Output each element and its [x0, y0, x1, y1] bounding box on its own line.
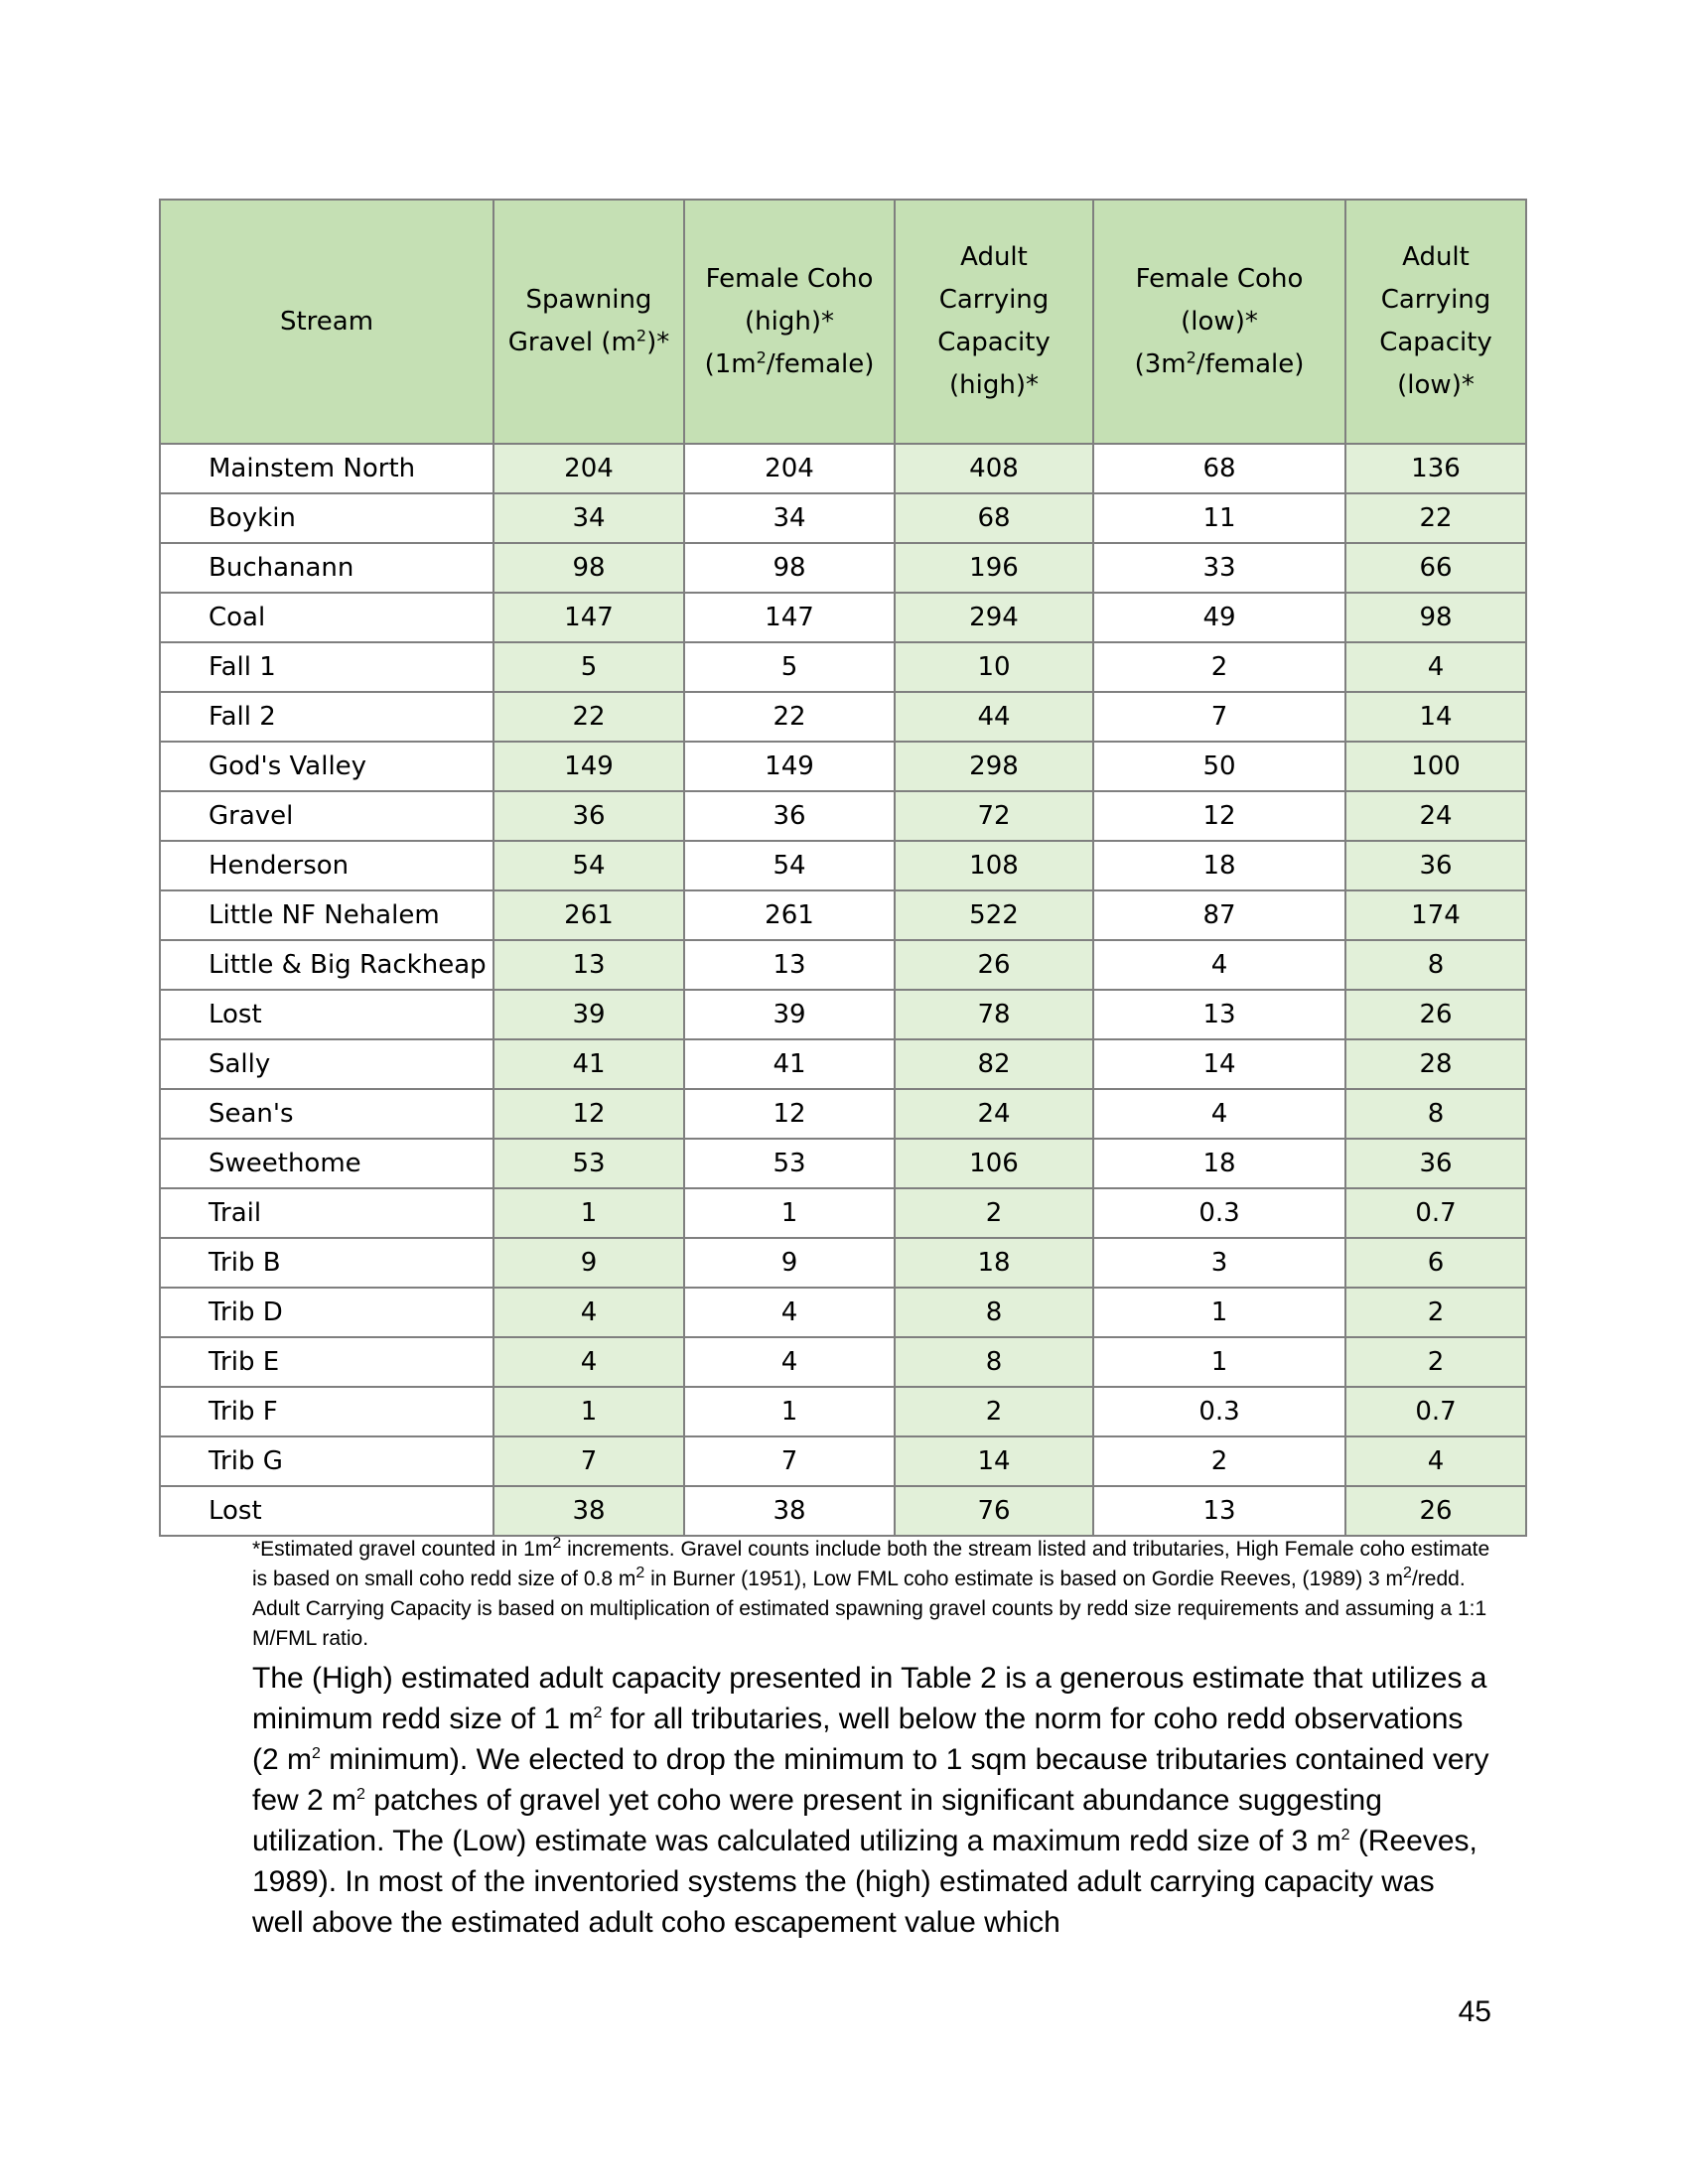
adult-capacity-low-cell: 4: [1345, 1436, 1526, 1486]
adult-capacity-low-cell: 22: [1345, 493, 1526, 543]
table-row: [160, 1089, 1526, 1139]
female-coho-low-cell: 2: [1093, 642, 1345, 692]
adult-capacity-low-cell: 2: [1345, 1337, 1526, 1387]
female-coho-low-cell: 50: [1093, 742, 1345, 791]
table-row: [160, 642, 1526, 692]
adult-capacity-high-cell: 10: [895, 642, 1093, 692]
female-coho-low-cell: 7: [1093, 692, 1345, 742]
female-coho-high-cell: 261: [684, 890, 895, 940]
header-row: [160, 200, 1526, 444]
adult-capacity-high-cell: 2: [895, 1387, 1093, 1436]
table-row: [160, 444, 1526, 493]
table-body: [160, 444, 1526, 1536]
adult-capacity-high-cell: 26: [895, 940, 1093, 990]
female-coho-low-cell: 2: [1093, 1436, 1345, 1486]
spawning-gravel-cell: 4: [493, 1288, 684, 1337]
adult-capacity-high-cell: 76: [895, 1486, 1093, 1536]
adult-capacity-low-cell: 2: [1345, 1288, 1526, 1337]
adult-capacity-high-cell: 108: [895, 841, 1093, 890]
spawning-gravel-cell: 4: [493, 1337, 684, 1387]
table-row: [160, 1486, 1526, 1536]
table-row: [160, 593, 1526, 642]
adult-capacity-low-cell: 174: [1345, 890, 1526, 940]
adult-capacity-high-cell: 2: [895, 1188, 1093, 1238]
adult-capacity-high-cell: 44: [895, 692, 1093, 742]
adult-capacity-high-cell: 82: [895, 1039, 1093, 1089]
spawning-gravel-cell: 5: [493, 642, 684, 692]
stream-name-cell: God's Valley: [160, 742, 493, 791]
spawning-gravel-cell: 7: [493, 1436, 684, 1486]
adult-capacity-high-cell: 78: [895, 990, 1093, 1039]
female-coho-high-cell: 9: [684, 1238, 895, 1288]
adult-capacity-high-cell: 24: [895, 1089, 1093, 1139]
female-coho-high-cell: 39: [684, 990, 895, 1039]
spawning-gravel-cell: 34: [493, 493, 684, 543]
female-coho-low-cell: 13: [1093, 990, 1345, 1039]
table-row: [160, 692, 1526, 742]
stream-name-cell: Sally: [160, 1039, 493, 1089]
table-row: [160, 1288, 1526, 1337]
female-coho-low-cell: 68: [1093, 444, 1345, 493]
stream-name-cell: Boykin: [160, 493, 493, 543]
stream-name-cell: Gravel: [160, 791, 493, 841]
stream-name-cell: Trib B: [160, 1238, 493, 1288]
spawning-gravel-cell: 38: [493, 1486, 684, 1536]
stream-name-cell: Trib G: [160, 1436, 493, 1486]
header-female-coho-high: Female Coho (high)* $(1m^2/female)$: [684, 200, 895, 444]
adult-capacity-low-cell: 98: [1345, 593, 1526, 642]
female-coho-high-cell: 147: [684, 593, 895, 642]
adult-capacity-low-cell: 0.7: [1345, 1387, 1526, 1436]
female-coho-high-cell: 98: [684, 543, 895, 593]
spawning-gravel-cell: 22: [493, 692, 684, 742]
adult-capacity-high-cell: 408: [895, 444, 1093, 493]
adult-capacity-high-cell: 18: [895, 1238, 1093, 1288]
adult-capacity-low-cell: 4: [1345, 642, 1526, 692]
female-coho-low-cell: 18: [1093, 841, 1345, 890]
adult-capacity-high-cell: 522: [895, 890, 1093, 940]
female-coho-high-cell: 1: [684, 1387, 895, 1436]
table-row: [160, 1337, 1526, 1387]
table-row: [160, 1188, 1526, 1238]
female-coho-low-cell: 14: [1093, 1039, 1345, 1089]
adult-capacity-low-cell: 24: [1345, 791, 1526, 841]
female-coho-high-cell: 41: [684, 1039, 895, 1089]
table-row: [160, 1436, 1526, 1486]
stream-name-cell: Sean's: [160, 1089, 493, 1139]
adult-capacity-low-cell: 36: [1345, 841, 1526, 890]
female-coho-high-cell: 12: [684, 1089, 895, 1139]
adult-capacity-low-cell: 8: [1345, 1089, 1526, 1139]
female-coho-low-cell: 0.3: [1093, 1387, 1345, 1436]
spawning-gravel-cell: 53: [493, 1139, 684, 1188]
adult-capacity-high-cell: 298: [895, 742, 1093, 791]
stream-name-cell: Trib E: [160, 1337, 493, 1387]
spawning-gravel-cell: 98: [493, 543, 684, 593]
table-row: [160, 940, 1526, 990]
spawning-gravel-cell: 1: [493, 1188, 684, 1238]
stream-name-cell: Coal: [160, 593, 493, 642]
female-coho-low-cell: 49: [1093, 593, 1345, 642]
adult-capacity-low-cell: 136: [1345, 444, 1526, 493]
female-coho-low-cell: 12: [1093, 791, 1345, 841]
spawning-gravel-cell: 39: [493, 990, 684, 1039]
female-coho-high-cell: 204: [684, 444, 895, 493]
adult-capacity-low-cell: 8: [1345, 940, 1526, 990]
female-coho-high-cell: 4: [684, 1288, 895, 1337]
female-coho-high-cell: 1: [684, 1188, 895, 1238]
adult-capacity-low-cell: 36: [1345, 1139, 1526, 1188]
stream-name-cell: Trib D: [160, 1288, 493, 1337]
spawning-gravel-cell: 9: [493, 1238, 684, 1288]
female-coho-low-cell: 3: [1093, 1238, 1345, 1288]
spawning-gravel-cell: 41: [493, 1039, 684, 1089]
female-coho-high-cell: 4: [684, 1337, 895, 1387]
header-adult-capacity-high: Adult Carrying Capacity (high)*: [895, 200, 1093, 444]
adult-capacity-high-cell: 72: [895, 791, 1093, 841]
header-adult-capacity-low: Adult Carrying Capacity (low)*: [1345, 200, 1526, 444]
table-footnote: *Estimated gravel counted in $1m^2$ increments. Gravel counts include both the stream listed and tributaries, High Female coho estimate is based on small coho redd size of 0.8 $m^2$ in Burner (1951), Low FML coho estimate is based on Gordie Reeves, (1989) 3 $m^2$/redd. Adult Carrying Capacity is based on multiplication of estimated spawning gravel counts by redd size requirements and assuming a 1:1 M/FML ratio.: [252, 1535, 1490, 1650]
adult-capacity-low-cell: 14: [1345, 692, 1526, 742]
table-row: [160, 493, 1526, 543]
adult-capacity-low-cell: 66: [1345, 543, 1526, 593]
page-number: 45: [1458, 1995, 1491, 2028]
adult-capacity-low-cell: 6: [1345, 1238, 1526, 1288]
header-spawning-gravel: Spawning Gravel $(m^2)*$: [493, 200, 684, 444]
female-coho-low-cell: 33: [1093, 543, 1345, 593]
adult-capacity-low-cell: 100: [1345, 742, 1526, 791]
table-row: [160, 841, 1526, 890]
adult-capacity-low-cell: 0.7: [1345, 1188, 1526, 1238]
female-coho-low-cell: 11: [1093, 493, 1345, 543]
table-row: [160, 543, 1526, 593]
stream-name-cell: Trib F: [160, 1387, 493, 1436]
table-row: [160, 742, 1526, 791]
female-coho-high-cell: 53: [684, 1139, 895, 1188]
header-stream: Stream: [160, 200, 493, 444]
spawning-gravel-cell: 12: [493, 1089, 684, 1139]
stream-name-cell: Little & Big Rackheap: [160, 940, 493, 990]
table-row: [160, 890, 1526, 940]
female-coho-low-cell: 18: [1093, 1139, 1345, 1188]
adult-capacity-low-cell: 28: [1345, 1039, 1526, 1089]
stream-name-cell: Buchanann: [160, 543, 493, 593]
stream-name-cell: Fall 1: [160, 642, 493, 692]
female-coho-high-cell: 7: [684, 1436, 895, 1486]
female-coho-high-cell: 13: [684, 940, 895, 990]
table-row: [160, 990, 1526, 1039]
adult-capacity-high-cell: 8: [895, 1337, 1093, 1387]
female-coho-low-cell: 0.3: [1093, 1188, 1345, 1238]
stream-name-cell: Little NF Nehalem: [160, 890, 493, 940]
stream-name-cell: Sweethome: [160, 1139, 493, 1188]
adult-capacity-high-cell: 294: [895, 593, 1093, 642]
stream-name-cell: Lost: [160, 990, 493, 1039]
stream-name-cell: Fall 2: [160, 692, 493, 742]
table-row: [160, 1039, 1526, 1089]
table-row: [160, 1387, 1526, 1436]
stream-name-cell: Lost: [160, 1486, 493, 1536]
stream-name-cell: Henderson: [160, 841, 493, 890]
female-coho-low-cell: 87: [1093, 890, 1345, 940]
female-coho-high-cell: 36: [684, 791, 895, 841]
female-coho-low-cell: 13: [1093, 1486, 1345, 1536]
spawning-gravel-cell: 13: [493, 940, 684, 990]
female-coho-low-cell: 4: [1093, 1089, 1345, 1139]
adult-capacity-high-cell: 196: [895, 543, 1093, 593]
adult-capacity-high-cell: 106: [895, 1139, 1093, 1188]
female-coho-low-cell: 1: [1093, 1337, 1345, 1387]
adult-capacity-low-cell: 26: [1345, 1486, 1526, 1536]
spawning-gravel-cell: 36: [493, 791, 684, 841]
body-paragraph: The (High) estimated adult capacity presented in Table 2 is a generous estimate that utilizes a minimum redd size of 1 $m^2$ for all tributaries, well below the norm for coho redd observations (2 $m^2$ minimum). We elected to drop the minimum to 1 sqm because tributaries contained very few 2 $m^2$ patches of gravel yet coho were present in significant abundance suggesting utilization. The (Low) estimate was calculated utilizing a maximum redd size of 3 $m^2$ (Reeves, 1989). In most of the inventoried systems the (high) estimated adult carrying capacity was well above the estimated adult coho escapement value which: [252, 1662, 1489, 1939]
female-coho-low-cell: 4: [1093, 940, 1345, 990]
adult-capacity-high-cell: 14: [895, 1436, 1093, 1486]
spawning-gravel-cell: 204: [493, 444, 684, 493]
spawning-gravel-cell: 147: [493, 593, 684, 642]
female-coho-high-cell: 34: [684, 493, 895, 543]
stream-name-cell: Mainstem North: [160, 444, 493, 493]
adult-capacity-high-cell: 8: [895, 1288, 1093, 1337]
female-coho-high-cell: 38: [684, 1486, 895, 1536]
female-coho-high-cell: 149: [684, 742, 895, 791]
spawning-gravel-cell: 1: [493, 1387, 684, 1436]
adult-capacity-high-cell: 68: [895, 493, 1093, 543]
spawning-gravel-cell: 54: [493, 841, 684, 890]
female-coho-high-cell: 5: [684, 642, 895, 692]
table-row: [160, 1139, 1526, 1188]
spawning-gravel-cell: 261: [493, 890, 684, 940]
stream-name-cell: Trail: [160, 1188, 493, 1238]
female-coho-high-cell: 54: [684, 841, 895, 890]
female-coho-low-cell: 1: [1093, 1288, 1345, 1337]
female-coho-high-cell: 22: [684, 692, 895, 742]
header-female-coho-low: Female Coho (low)* $(3m^2/female)$: [1093, 200, 1345, 444]
table-row: [160, 791, 1526, 841]
table-row: [160, 1238, 1526, 1288]
adult-capacity-low-cell: 26: [1345, 990, 1526, 1039]
spawning-gravel-cell: 149: [493, 742, 684, 791]
coho-carrying-capacity-table: [159, 199, 1527, 1537]
